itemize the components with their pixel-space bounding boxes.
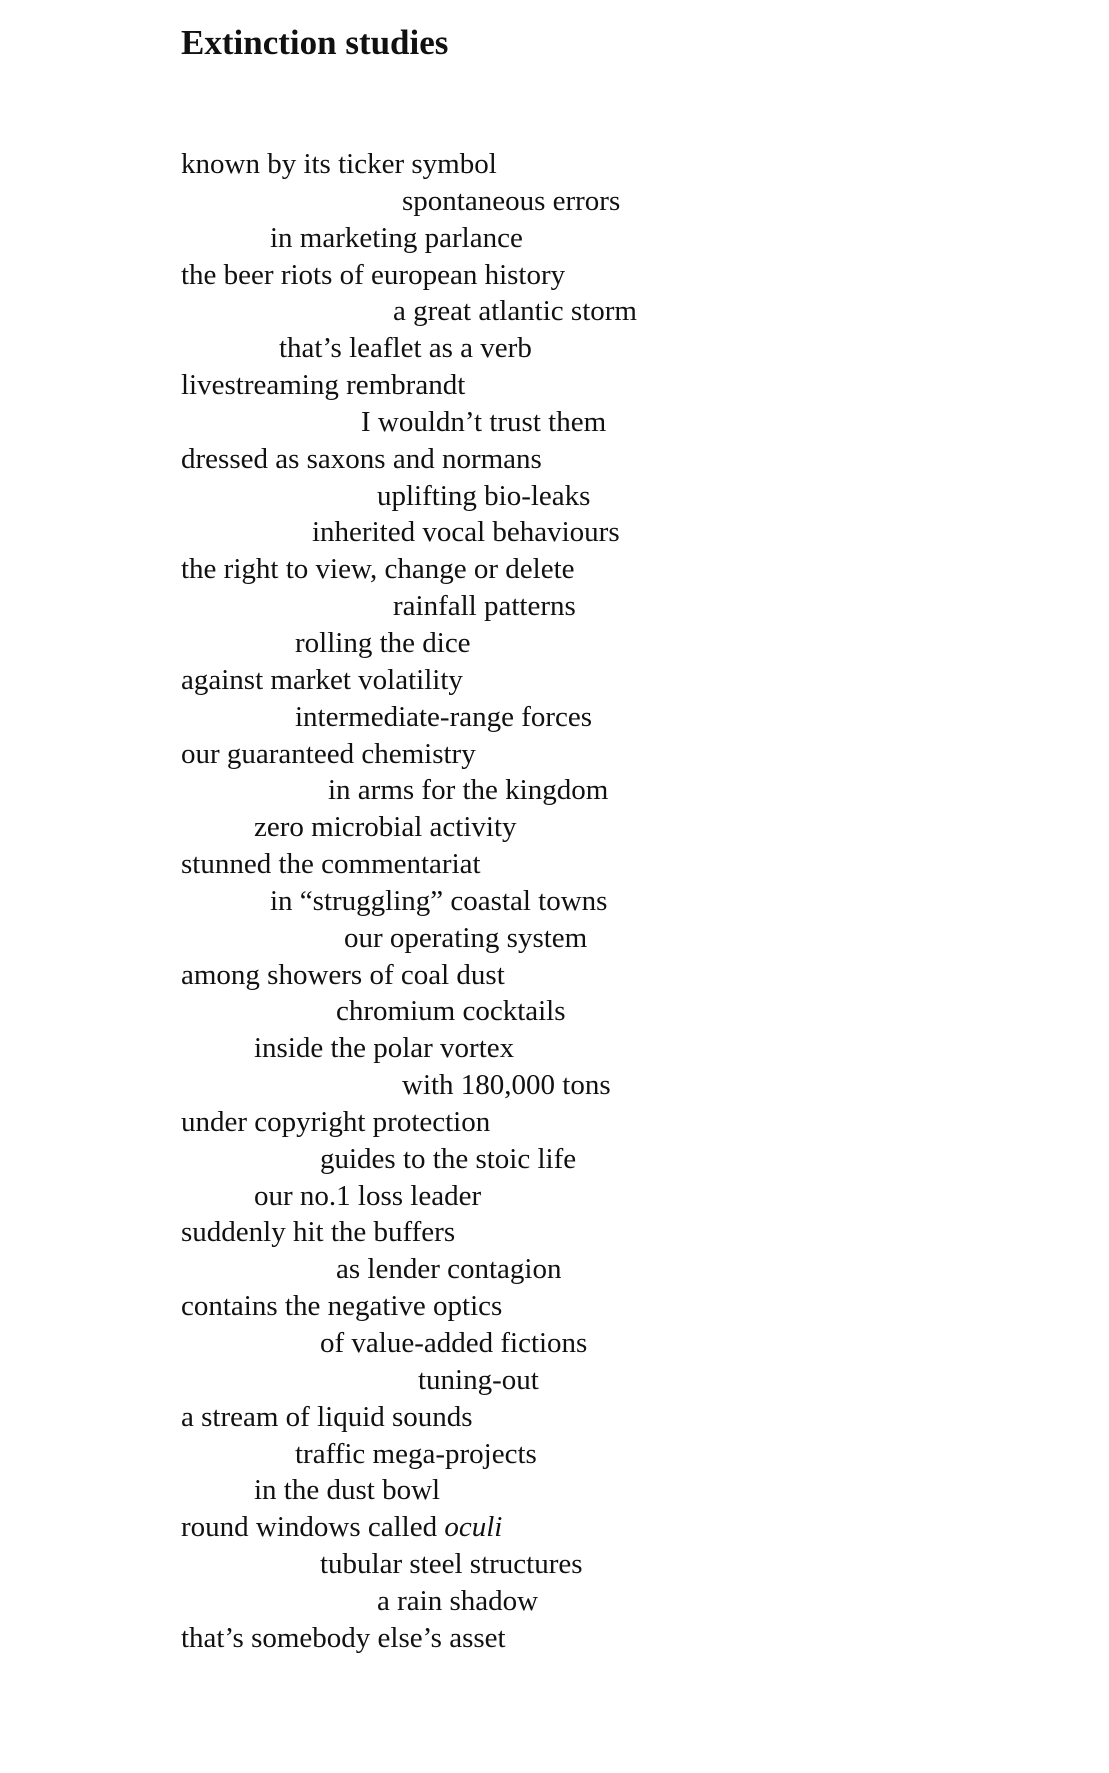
poem-line xyxy=(181,1067,1081,1104)
poem-line-text: I wouldn’t trust them xyxy=(361,405,607,438)
poem-body xyxy=(181,146,1081,1657)
poem-line xyxy=(181,1214,1081,1251)
poem-line xyxy=(181,330,1081,367)
poem-line-text: zero microbial activity xyxy=(254,811,517,844)
poem-line-text: a rain shadow xyxy=(377,1584,539,1617)
poem-line-text: suddenly hit the buffers xyxy=(181,1216,456,1249)
poem-title: Extinction studies xyxy=(181,23,449,62)
poem-line-italic-word: oculi xyxy=(444,1511,503,1544)
poem-line xyxy=(181,736,1081,773)
poem-line-text: intermediate-range forces xyxy=(295,700,593,733)
poem-line xyxy=(181,772,1081,809)
poem-line xyxy=(181,1104,1081,1141)
poem-line xyxy=(181,1546,1081,1583)
poem-line-text: guides to the stoic life xyxy=(320,1142,577,1175)
poem-line-text: in “struggling” coastal towns xyxy=(270,884,608,917)
poem-line xyxy=(181,551,1081,588)
poem-line-text: as lender contagion xyxy=(336,1253,562,1286)
poem-line-text: known by its ticker symbol xyxy=(181,148,497,180)
poem-line-text: our no.1 loss leader xyxy=(254,1179,482,1212)
poem-line xyxy=(181,257,1081,294)
poem-line-text: uplifting bio-leaks xyxy=(377,479,591,512)
poem-line-text: of value-added fictions xyxy=(320,1327,588,1359)
poem-line xyxy=(181,1178,1081,1215)
poem-line xyxy=(181,1251,1081,1288)
poem-line xyxy=(181,1472,1081,1509)
poem-line-text: contains the negative optics xyxy=(181,1290,503,1323)
poem-line-text: among showers of coal dust xyxy=(181,958,505,991)
poem-line xyxy=(181,183,1081,220)
poem-line-text: a great atlantic storm xyxy=(393,295,637,328)
poem-line-text: our guaranteed chemistry xyxy=(181,737,476,770)
poem-line xyxy=(181,662,1081,699)
poem-line xyxy=(181,293,1081,330)
poem-line-text: inherited vocal behaviours xyxy=(312,516,620,549)
poem-line-text: traffic mega-projects xyxy=(295,1437,537,1470)
poem-line-text: tuning-out xyxy=(418,1363,539,1396)
poem-line-text: inside the polar vortex xyxy=(254,1032,515,1065)
poem-line xyxy=(181,957,1081,994)
poem-line-text: in the dust bowl xyxy=(254,1474,441,1507)
poem-line xyxy=(181,1362,1081,1399)
poem-line xyxy=(181,146,1081,183)
poem-line-text: dressed as saxons and normans xyxy=(181,442,542,475)
poem-line-text: that’s somebody else’s asset xyxy=(181,1621,506,1654)
poem-line xyxy=(181,514,1081,551)
poem-line-text: in marketing parlance xyxy=(270,221,523,254)
poem-line-text: the beer riots of european history xyxy=(181,258,566,291)
poem-line-text: tubular steel structures xyxy=(320,1548,583,1581)
poem-line-text: stunned the commentariat xyxy=(181,848,481,881)
poem-line xyxy=(181,846,1081,883)
poem-line xyxy=(181,1399,1081,1436)
poem-line-text: the right to view, change or delete xyxy=(181,553,575,586)
poem-line xyxy=(181,1509,1081,1546)
poem-line-text: rainfall patterns xyxy=(393,590,576,623)
poem-line xyxy=(181,699,1081,736)
poem-line xyxy=(181,1583,1081,1620)
poem-line xyxy=(181,920,1081,957)
poem-line xyxy=(181,1288,1081,1325)
poem-line-text: round windows called xyxy=(181,1511,445,1544)
poem-line xyxy=(181,441,1081,478)
poem-line xyxy=(181,367,1081,404)
poem-line xyxy=(181,625,1081,662)
poem-line-text: against market volatility xyxy=(181,663,463,696)
poem-line xyxy=(181,478,1081,515)
poem-line-text: livestreaming rembrandt xyxy=(181,369,466,402)
poem-line-text: spontaneous errors xyxy=(402,184,621,217)
poem-line xyxy=(181,1620,1081,1657)
poem-line-text: with 180,000 tons xyxy=(402,1069,611,1102)
poem-line xyxy=(181,1436,1081,1473)
poem-line xyxy=(181,1325,1081,1362)
poem-line-text: in arms for the kingdom xyxy=(328,774,609,807)
poem-line xyxy=(181,1030,1081,1067)
poem-line xyxy=(181,588,1081,625)
poem-line xyxy=(181,1141,1081,1178)
poem-line-text: rolling the dice xyxy=(295,626,471,659)
poem-line-text: chromium cocktails xyxy=(336,995,566,1028)
poem-line-text: our operating system xyxy=(344,921,588,954)
poem-line xyxy=(181,220,1081,257)
poem-line xyxy=(181,809,1081,846)
poem-line xyxy=(181,993,1081,1030)
poem-line-text: under copyright protection xyxy=(181,1105,491,1138)
poem-line-text: a stream of liquid sounds xyxy=(181,1400,473,1433)
poem-line xyxy=(181,404,1081,441)
poem-line-text: that’s leaflet as a verb xyxy=(279,332,532,365)
poem-line xyxy=(181,883,1081,920)
